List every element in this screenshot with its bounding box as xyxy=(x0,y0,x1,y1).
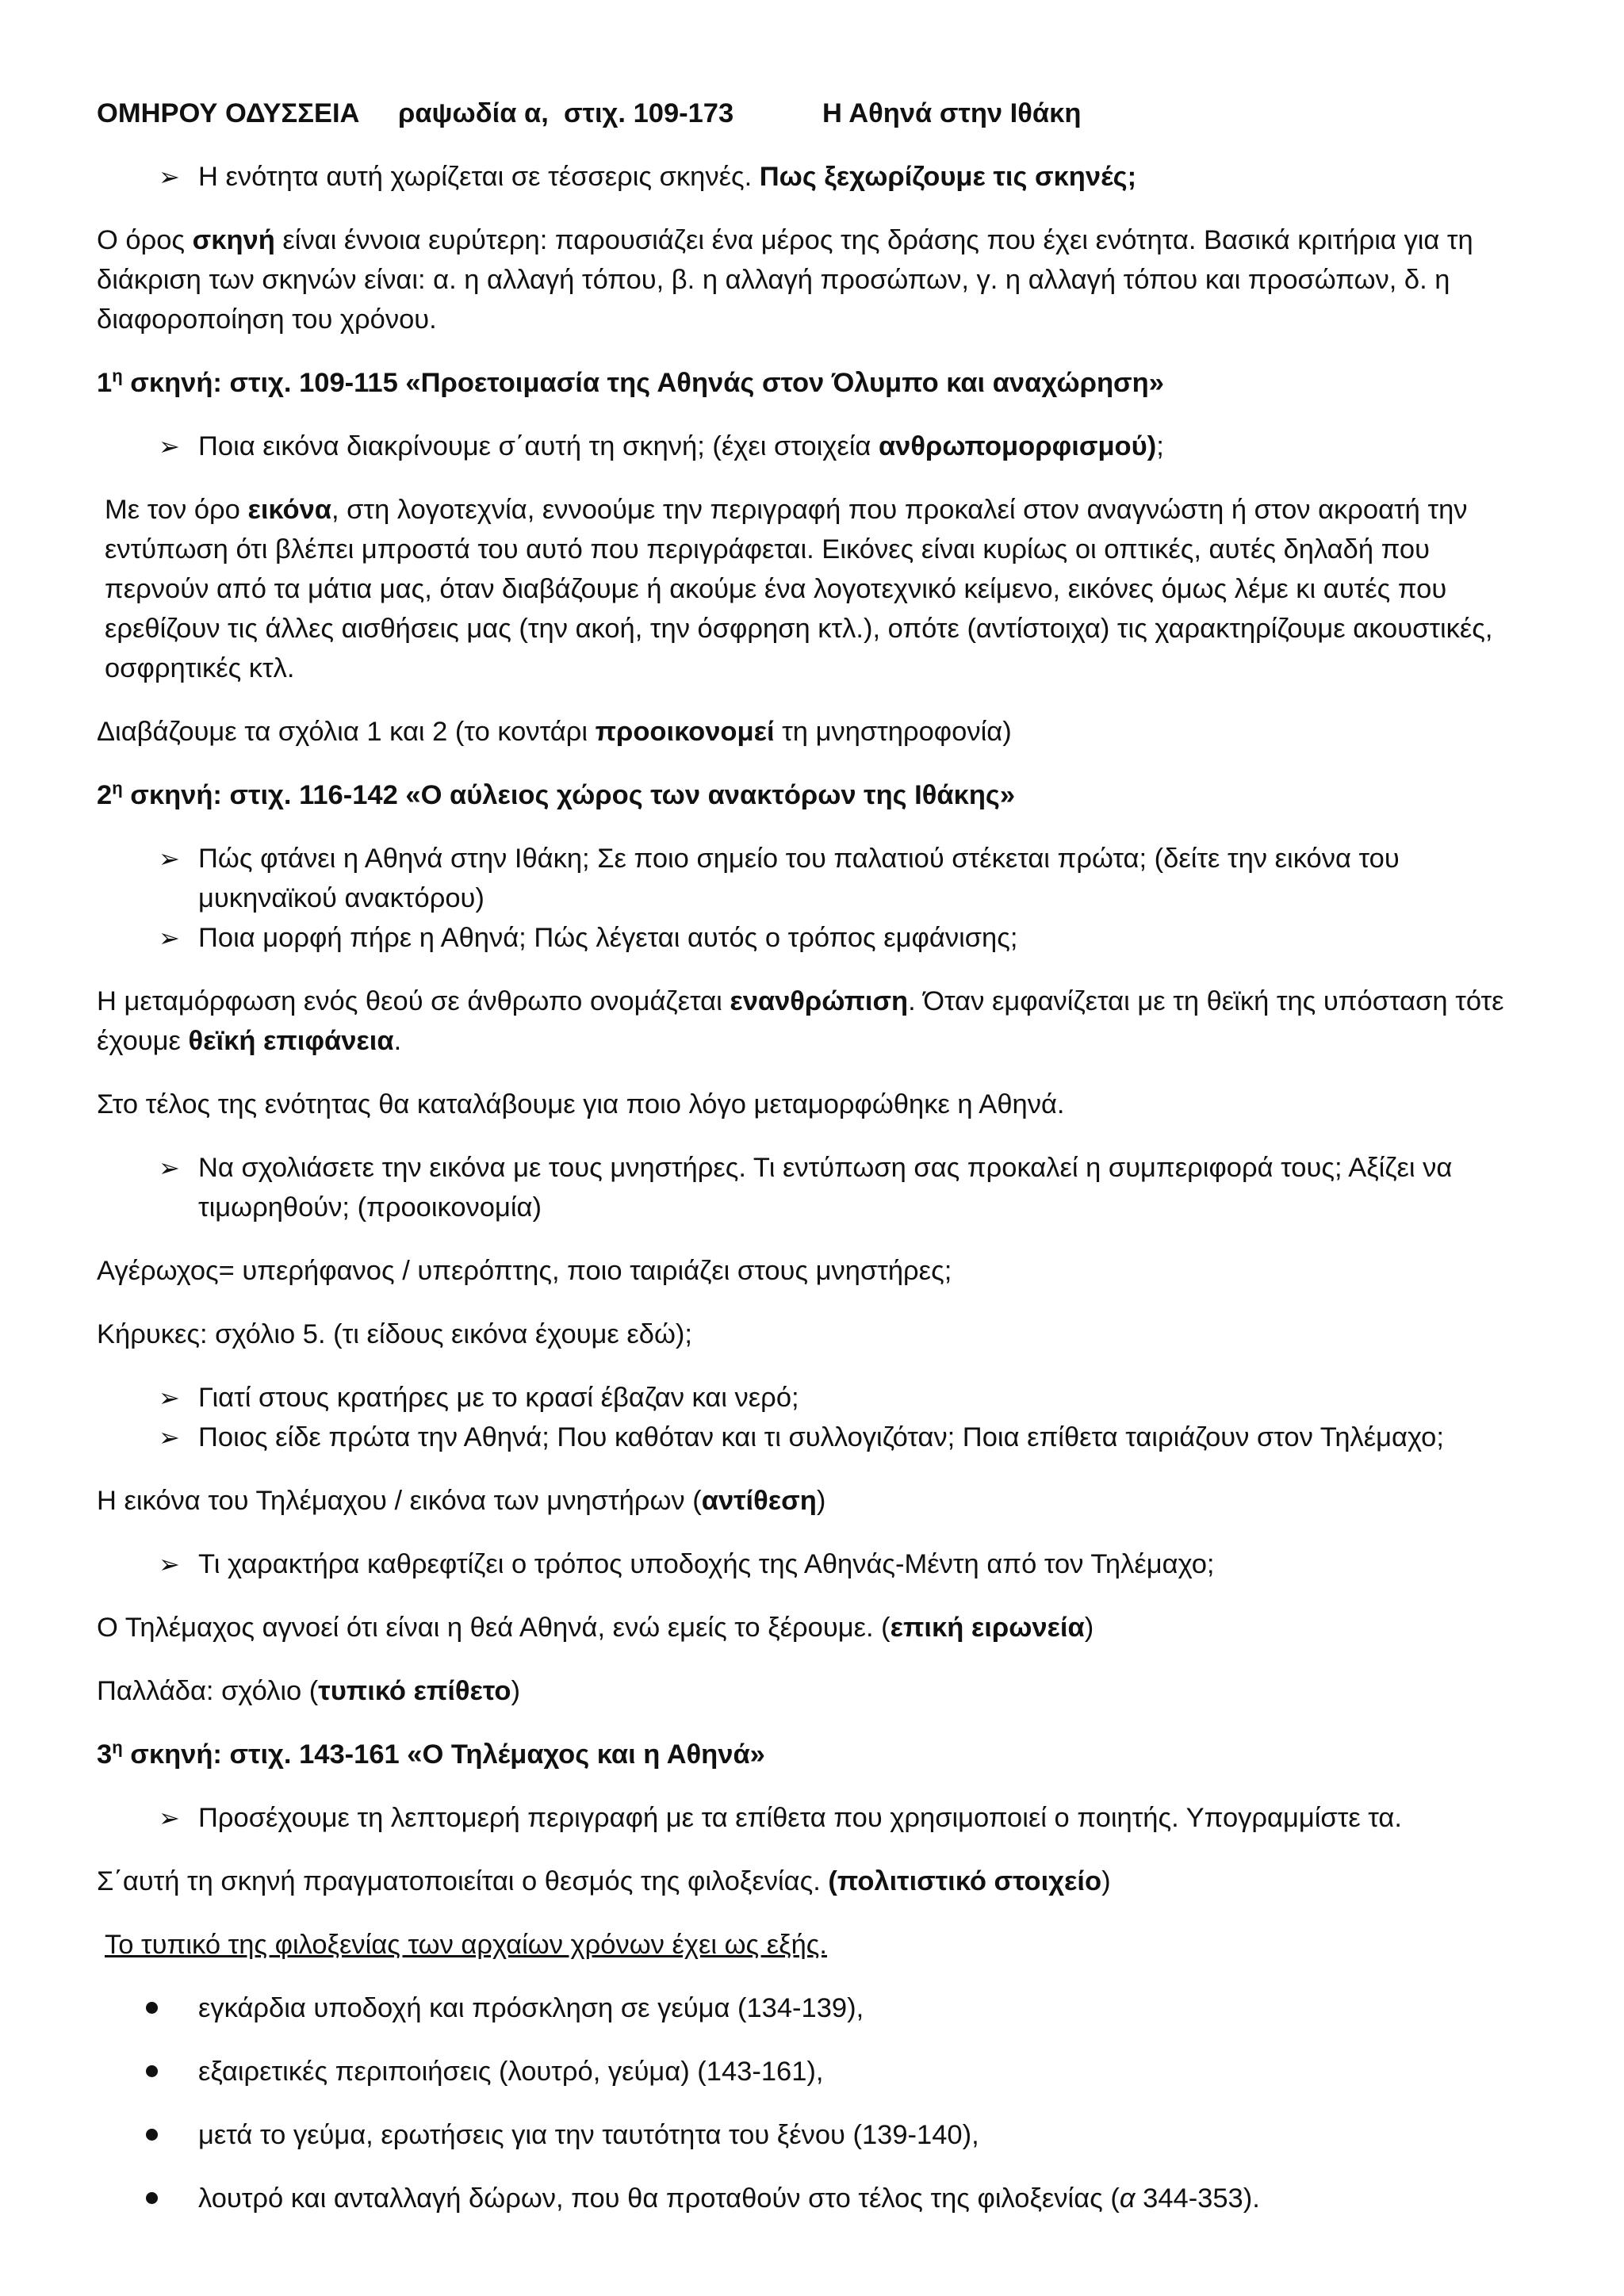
document-title xyxy=(97,94,1532,133)
question-list xyxy=(97,1544,1532,1584)
question-list xyxy=(97,1148,1532,1227)
arrowhead-bullet-icon: ➢ xyxy=(159,1154,180,1182)
arrowhead-bullet-icon: ➢ xyxy=(159,1383,180,1412)
paragraph-irony: Ο Τηλέμαχος αγνοεί ότι είναι η θεά Αθηνά, ενώ εμείς το ξέρουμε. (επική ειρωνεία) xyxy=(97,1613,1094,1643)
paragraph-image-definition: Με τον όρο εικόνα, στη λογοτεχνία, εννοούμε την περιγραφή που προκαλεί στον αναγνώστη ή στον ακροατή την εντύπωση ότι βλέπει μπροστά του αυτό που περιγράφεται. Εικόνες είναι κυρίως οι οπτικές, αυτές δηλαδή που περνούν από τα μάτια μας, όταν διαβάζουμε ή ακούμε ένα λογοτεχνικό κείμενο, εικόνες όμως λέμε κι αυτές που ερεθίζουν τις άλλες αισθήσεις μας (την ακοή, την όσφρηση κτλ.), οπότε (αντίστοιχα) τις χαρακτηρίζουμε ακουστικές, οσφρητικές κτλ. xyxy=(105,495,1493,683)
question-list xyxy=(97,839,1532,958)
question-item: ➢ Πώς φτάνει η Αθηνά στην Ιθάκη; Σε ποιο σημείο του παλατιού στέκεται πρώτα; (δείτε την εικόνα του μυκηναϊκού ανακτόρου) xyxy=(97,839,1532,918)
paragraph-scene-definition: Ο όρος σκηνή είναι έννοια ευρύτερη: παρουσιάζει ένα μέρος της δράσης που έχει ενότητα. Βασικά κριτήρια για τη διάκριση των σκηνών είναι: α. η αλλαγή τόπου, β. η αλλαγή προσώπων, γ. η αλλαγή τόπου και προσώπων, δ. η διαφοροποίηση του χρόνου. xyxy=(97,225,1473,335)
title-topic: Η Αθηνά στην Ιθάκη xyxy=(822,98,1082,128)
question-item: ➢ Να σχολιάσετε την εικόνα με τους μνηστήρες. Τι εντύπωση σας προκαλεί η συμπεριφορά τους; Αξίζει να τιμωρηθούν; (προοικονομία) xyxy=(97,1148,1532,1227)
question-item: ➢ Η ενότητα αυτή χωρίζεται σε τέσσερις σκηνές. Πως ξεχωρίζουμε τις σκηνές; xyxy=(97,157,1532,197)
title-section: ραψωδία α, στιχ. 109-173 xyxy=(398,98,734,128)
scene-2-heading: $2^\eta$ σκηνή: στιχ. 116-142 «Ο αύλειος χώρος των ανακτόρων της Ιθάκης» xyxy=(97,778,1016,810)
document-page xyxy=(97,94,1532,2242)
round-bullet-icon xyxy=(146,2129,158,2141)
ritual-list xyxy=(97,1988,1532,2218)
paragraph-metamorphosis: Στο τέλος της ενότητας θα καταλάβουμε για ποιο λόγο μεταμορφώθηκε η Αθηνά. xyxy=(97,1089,1065,1119)
arrowhead-bullet-icon: ➢ xyxy=(159,432,180,461)
paragraph-contrast: Η εικόνα του Τηλέμαχου / εικόνα των μνηστήρων (αντίθεση) xyxy=(97,1486,826,1516)
paragraph-kirykes: Κήρυκες: σχόλιο 5. (τι είδους εικόνα έχουμε εδώ); xyxy=(97,1319,692,1349)
question-list xyxy=(97,1378,1532,1457)
title-work: ΟΜΗΡΟΥ ΟΔΥΣΣΕΙΑ xyxy=(97,98,360,128)
paragraph-pallada: Παλλάδα: σχόλιο (τυπικό επίθετο) xyxy=(97,1676,520,1706)
arrowhead-bullet-icon: ➢ xyxy=(159,1804,180,1832)
arrowhead-bullet-icon: ➢ xyxy=(159,1550,180,1578)
question-item: ➢ Ποια μορφή πήρε η Αθηνά; Πώς λέγεται αυτός ο τρόπος εμφάνισης; xyxy=(97,918,1532,958)
question-list xyxy=(97,157,1532,197)
question-item: ➢ Προσέχουμε τη λεπτομερή περιγραφή με τα επίθετα που χρησιμοποιεί ο ποιητής. Υπογραμμίστε τα. xyxy=(97,1798,1532,1838)
list-item: εγκάρδια υποδοχή και πρόσκληση σε γεύμα (134-139), xyxy=(97,1988,1532,2028)
question-item: ➢ Ποια εικόνα διακρίνουμε σ΄αυτή τη σκηνή; (έχει στοιχεία ανθρωπομορφισμού); xyxy=(97,427,1532,466)
list-item: μετά το γεύμα, ερωτήσεις για την ταυτότητα του ξένου (139-140), xyxy=(97,2115,1532,2155)
paragraph-comments: Διαβάζουμε τα σχόλια 1 και 2 (το κοντάρι προοικονομεί τη μνηστηροφονία) xyxy=(97,717,1012,747)
arrowhead-bullet-icon: ➢ xyxy=(159,163,180,191)
round-bullet-icon xyxy=(146,2065,158,2077)
paragraph-incarnation: Η μεταμόρφωση ενός θεού σε άνθρωπο ονομάζεται ενανθρώπιση. Όταν εμφανίζεται με τη θεϊκή της υπόσταση τότε έχουμε θεϊκή επιφάνεια. xyxy=(97,986,1504,1056)
arrowhead-bullet-icon: ➢ xyxy=(159,844,180,873)
list-item: λουτρό και ανταλλαγή δώρων, που θα προταθούν στο τέλος της φιλοξενίας (α 344-353). xyxy=(97,2179,1532,2218)
question-list xyxy=(97,1798,1532,1838)
scene-1-heading: $1^\eta$ σκηνή: στιχ. 109-115 «Προετοιμασία της Αθηνάς στον Όλυμπο και αναχώρηση» xyxy=(97,365,1164,398)
paragraph-hospitality: Σ΄αυτή τη σκηνή πραγματοποιείται ο θεσμός της φιλοξενίας. (πολιτιστικό στοιχείο) xyxy=(97,1866,1111,1896)
arrowhead-bullet-icon: ➢ xyxy=(159,1423,180,1452)
round-bullet-icon xyxy=(146,2192,158,2204)
question-item: ➢ Τι χαρακτήρα καθρεφτίζει ο τρόπος υποδοχής της Αθηνάς-Μέντη από τον Τηλέμαχο; xyxy=(97,1544,1532,1584)
scene-3-heading: $3^\eta$ σκηνή: στιχ. 143-161 «Ο Τηλέμαχος και η Αθηνά» xyxy=(97,1737,765,1770)
arrowhead-bullet-icon: ➢ xyxy=(159,924,180,952)
question-list xyxy=(97,427,1532,466)
round-bullet-icon xyxy=(146,2002,158,2014)
paragraph-agerochos: Αγέρωχος= υπερήφανος / υπερόπτης, ποιο ταιριάζει στους μνηστήρες; xyxy=(97,1256,952,1286)
question-item: ➢ Γιατί στους κρατήρες με το κρασί έβαζαν και νερό; xyxy=(97,1378,1532,1418)
paragraph-ritual-heading: Το τυπικό της φιλοξενίας των αρχαίων χρόνων έχει ως εξής. xyxy=(105,1930,827,1960)
question-item: ➢ Ποιος είδε πρώτα την Αθηνά; Που καθόταν και τι συλλογιζόταν; Ποια επίθετα ταιριάζουν στον Τηλέμαχο; xyxy=(97,1418,1532,1457)
list-item: εξαιρετικές περιποιήσεις (λουτρό, γεύμα) (143-161), xyxy=(97,2052,1532,2091)
